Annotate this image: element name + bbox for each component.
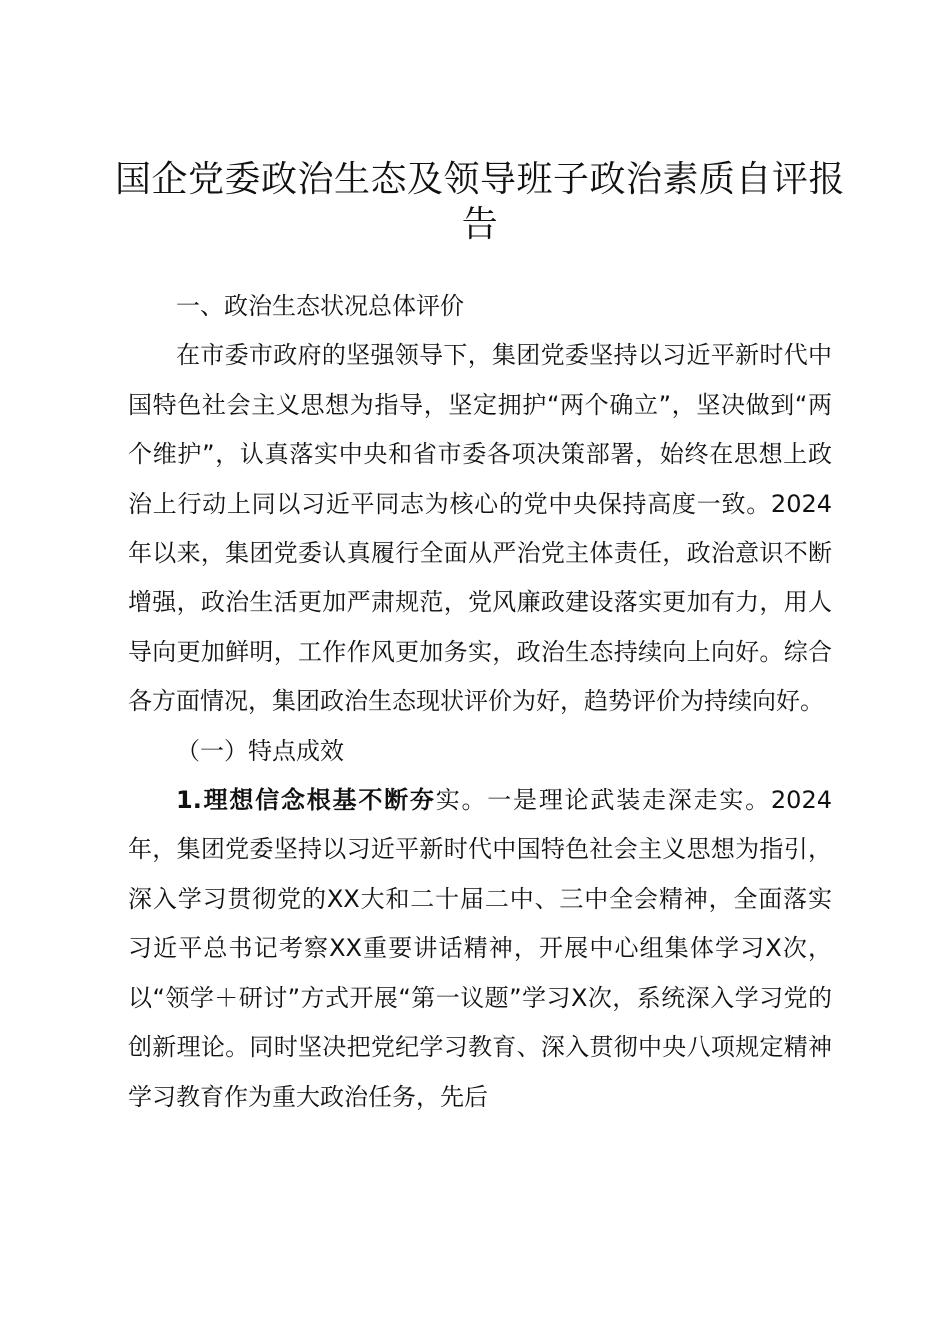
point-1-paragraph	[128, 776, 832, 1122]
point-1-lead: 1.理想信念根基不断夯	[176, 786, 436, 815]
point-1-text: 实。一是理论武装走深走实。2024年，集团党委坚持以习近平新时代中国特色社会主义思想为指引，深入学习贯彻党的XX大和二十届二中、三中全会精神，全面落实习近平总书记考察XX重要讲话精神，开展中心组集体学习X次，以“领学＋研讨”方式开展“第一议题”学习X次，系统深入学习党的创新理论。同时坚决把党纪学习教育、深入贯彻中央八项规定精神学习教育作为重大政治任务，先后	[128, 786, 832, 1111]
subsection-heading: （一）特点成效	[176, 736, 344, 765]
section-heading-1: 一、政治生态状况总体评价	[176, 292, 464, 320]
document-body	[128, 282, 832, 1122]
section-1-paragraph: 在市委市政府的坚强领导下，集团党委坚持以习近平新时代中国特色社会主义思想为指导，坚定拥护“两个确立”，坚决做到“两个维护”，认真落实中央和省市委各项决策部署，始终在思想上政治上行动上同以习近平同志为核心的党中央保持高度一致。2024年以来，集团党委认真履行全面从严治党主体责任，政治意识不断增强，政治生活更加严肃规范，党风廉政建设落实更加有力，用人导向更加鲜明，工作作风更加务实，政治生态持续向上向好。综合各方面情况，集团政治生态现状评价为好，趋势评价为持续向好。	[128, 341, 832, 716]
document-title: 国企党委政治生态及领导班子政治素质自评报告	[114, 159, 845, 245]
